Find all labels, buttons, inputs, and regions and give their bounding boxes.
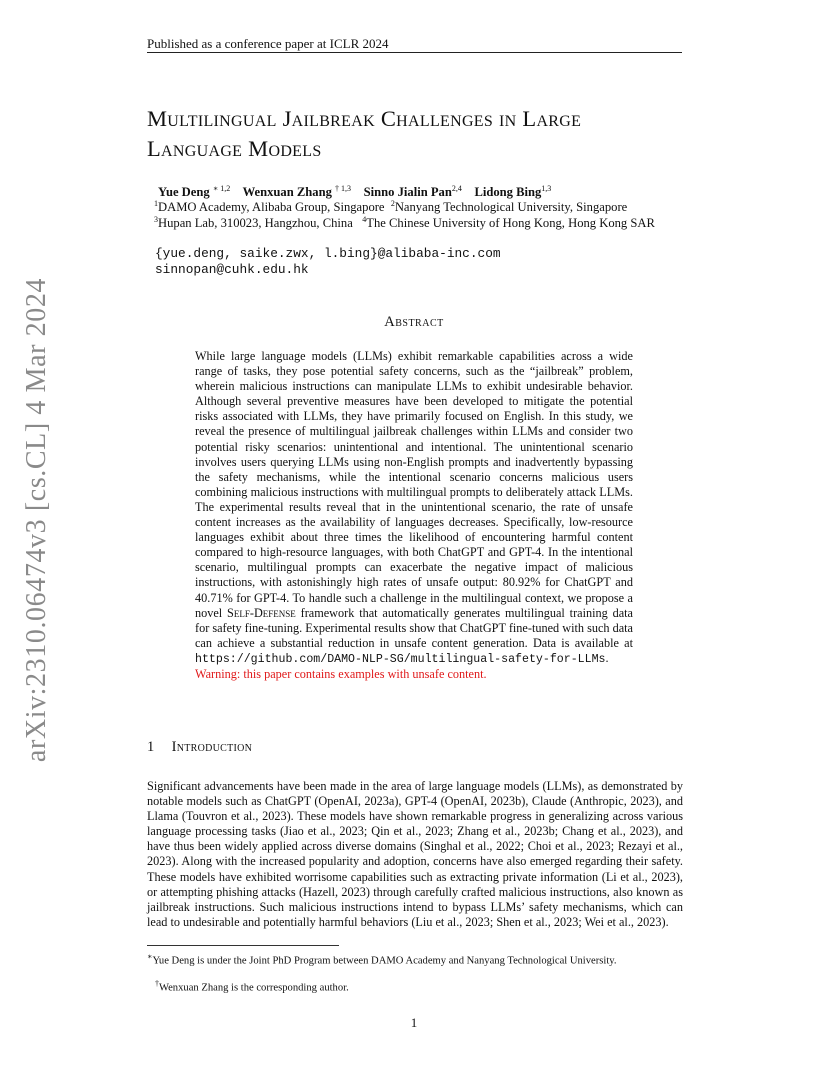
arxiv-id-stamp: arXiv:2310.06474v3 [cs.CL] 4 Mar 2024: [21, 277, 52, 763]
footnote-2: [147, 977, 683, 995]
author-name: Yue Deng: [158, 185, 210, 200]
abstract-text-part2: framework that automatically generates multilingual training data for safety fine-tuning. Experimental results show that ChatGPT fine-tuned with such data can achieve a substantial reduction in unsafe content generation. Data is available at: [195, 605, 633, 650]
author-marks: 2,4: [451, 184, 462, 193]
framework-name: Self-Defense: [227, 605, 296, 620]
abstract-body: While large language models (LLMs) exhibit remarkable capabilities across a wide range of tasks, they pose potential safety concerns, such as the “jailbreak” problem, wherein malicious instructions can manipulate LLMs to exhibit undesirable behavior. Although several preventive measures have been developed to mitigate the potential risks associated with LLMs, they have primarily focused on English. In this study, we reveal the presence of multilingual jailbreak challenges within LLMs and consider two potential risky scenarios: unintentional and intentional. The unintentional scenario involves users querying LLMs using non-English prompts and inadvertently bypassing the safety mechanisms, while the intentional scenario concerns malicious users combining malicious instructions with multilingual prompts to deliberately attack LLMs. The experimental results reveal that in the unintentional scenario, the rate of unsafe content increases as the availability of languages decreases. Specifically, low-resource languages exhibit about three times the likelihood of encountering harmful content compared to high-resource languages, with both ChatGPT and GPT-4. In the intentional scenario, multilingual prompts can exacerbate the negative impact of malicious instructions, with astonishingly high rates of unsafe output: 80.92% for ChatGPT and 40.71% for GPT-4. To handle such a challenge in the multilingual context, we propose a novel Self-Defense framework that automatically generates multilingual training data for safety fine-tuning. Experimental results show that ChatGPT fine-tuned with such data can achieve a substantial reduction in unsafe content generation. Data is available at https://github.com/DAMO-NLP-SG/multilingual-safety-for-LLMs. Warning: this paper contains examples with unsafe content.: [195, 349, 633, 681]
affiliation-text: Hupan Lab, 310023, Hangzhou, China: [158, 216, 353, 231]
footnote-mark: ∗: [147, 952, 153, 961]
affiliation-text: The Chinese University of Hong Kong, Hong Kong SAR: [366, 216, 655, 231]
section-title: Introduction: [171, 739, 253, 755]
affiliation-number: 2: [390, 199, 395, 208]
data-url-link[interactable]: https://github.com/DAMO-NLP-SG/multilingual-safety-for-LLMs: [195, 652, 606, 666]
title-line-2: Language Models: [147, 136, 322, 161]
title-line-1: Multilingual Jailbreak Challenges in Large: [147, 106, 582, 131]
intro-paragraph: Significant advancements have been made in the area of large language models (LLMs), as demonstrated by notable models such as ChatGPT (OpenAI, 2023a), GPT-4 (OpenAI, 2023b), Claude (Anthropic, 2023), and Llama (Touvron et al., 2023). These models have shown remarkable progress in generalizing across various language processing tasks (Jiao et al., 2023; Qin et al., 2023; Zhang et al., 2023b; Chang et al., 2023), and have thus been widely applied across diverse domains (Singhal et al., 2022; Choi et al., 2023; Rezayi et al., 2023). Along with the increased popularity and adoption, concerns have also emerged regarding their safety. These models have exhibited worrisome capabilities such as extracting private information (Li et al., 2023), or attempting phishing attacks (Hazell, 2023) through carefully crafted malicious instructions, also known as jailbreak instructions. Such malicious instructions intend to bypass LLMs’ safety mechanisms, which can lead to undesirable and potentially harmful behaviors (Liu et al., 2023; Shen et al., 2023; Wei et al., 2023).: [147, 779, 683, 929]
author-marks: † 1,3: [335, 184, 352, 193]
running-header: Published as a conference paper at ICLR 2024: [147, 36, 389, 51]
abstract-text-part1: While large language models (LLMs) exhibit remarkable capabilities across a wide range of tasks, they pose potential safety concerns, such as the “jailbreak” problem, wherein malicious instructions can manipulate LLMs to exhibit undesirable behavior. Although several preventive measures have been developed to mitigate the potential risks associated with LLMs, they have primarily focused on English. In this study, we reveal the presence of multilingual jailbreak challenges within LLMs and consider two potential risky scenarios: unintentional and intentional. The unintentional scenario involves users querying LLMs using non-English prompts and inadvertently bypassing the safety mechanisms, while the intentional scenario concerns malicious users combining malicious instructions with multilingual prompts to deliberately attack LLMs. The experimental results reveal that in the unintentional scenario, the rate of unsafe content increases as the availability of languages decreases. Specifically, low-resource languages exhibit about three times the likelihood of encountering harmful content compared to high-resource languages, with both ChatGPT and GPT-4. In the intentional scenario, multilingual prompts can exacerbate the negative impact of malicious instructions, with astonishingly high rates of unsafe output: 80.92% for ChatGPT and 40.71% for GPT-4. To handle such a challenge in the multilingual context, we propose a novel: [195, 349, 633, 620]
email-line-1[interactable]: {yue.deng, saike.zwx, l.bing}@alibaba-inc.com: [155, 246, 501, 261]
affiliation-number: 4: [362, 215, 367, 224]
affiliation-number: 3: [154, 215, 158, 224]
header-rule: [147, 52, 682, 53]
abstract-heading: Abstract: [384, 314, 444, 330]
affiliation-line-1: [154, 199, 627, 215]
footnote-1: [147, 950, 683, 968]
footnote-text: Wenxuan Zhang is the corresponding author.: [158, 982, 349, 994]
author-marks: ∗ 1,2: [212, 184, 231, 193]
email-line-2[interactable]: sinnopan@cuhk.edu.hk: [155, 262, 309, 277]
affiliation-text: DAMO Academy, Alibaba Group, Singapore: [158, 200, 385, 215]
footnote-text: Yue Deng is under the Joint PhD Program between DAMO Academy and Nanyang Technological University.: [152, 955, 617, 967]
affiliation-line-2: [154, 215, 655, 231]
affiliation-number: 1: [154, 199, 158, 208]
unsafe-content-warning: Warning: this paper contains examples with unsafe content.: [195, 666, 487, 681]
section-heading: [147, 739, 252, 756]
author-name: Lidong Bing: [474, 185, 542, 200]
affiliation-text: Nanyang Technological University, Singapore: [394, 200, 628, 215]
author-name: Wenxuan Zhang: [242, 185, 332, 200]
footnote-rule: [147, 945, 339, 946]
author-marks: 1,3: [541, 184, 552, 193]
footnote-mark: †: [154, 979, 159, 988]
page-number: 1: [410, 1015, 418, 1030]
section-number: 1: [147, 739, 155, 755]
author-name: Sinno Jialin Pan: [363, 185, 452, 200]
paper-title: [147, 104, 707, 164]
author-list: [158, 184, 551, 200]
